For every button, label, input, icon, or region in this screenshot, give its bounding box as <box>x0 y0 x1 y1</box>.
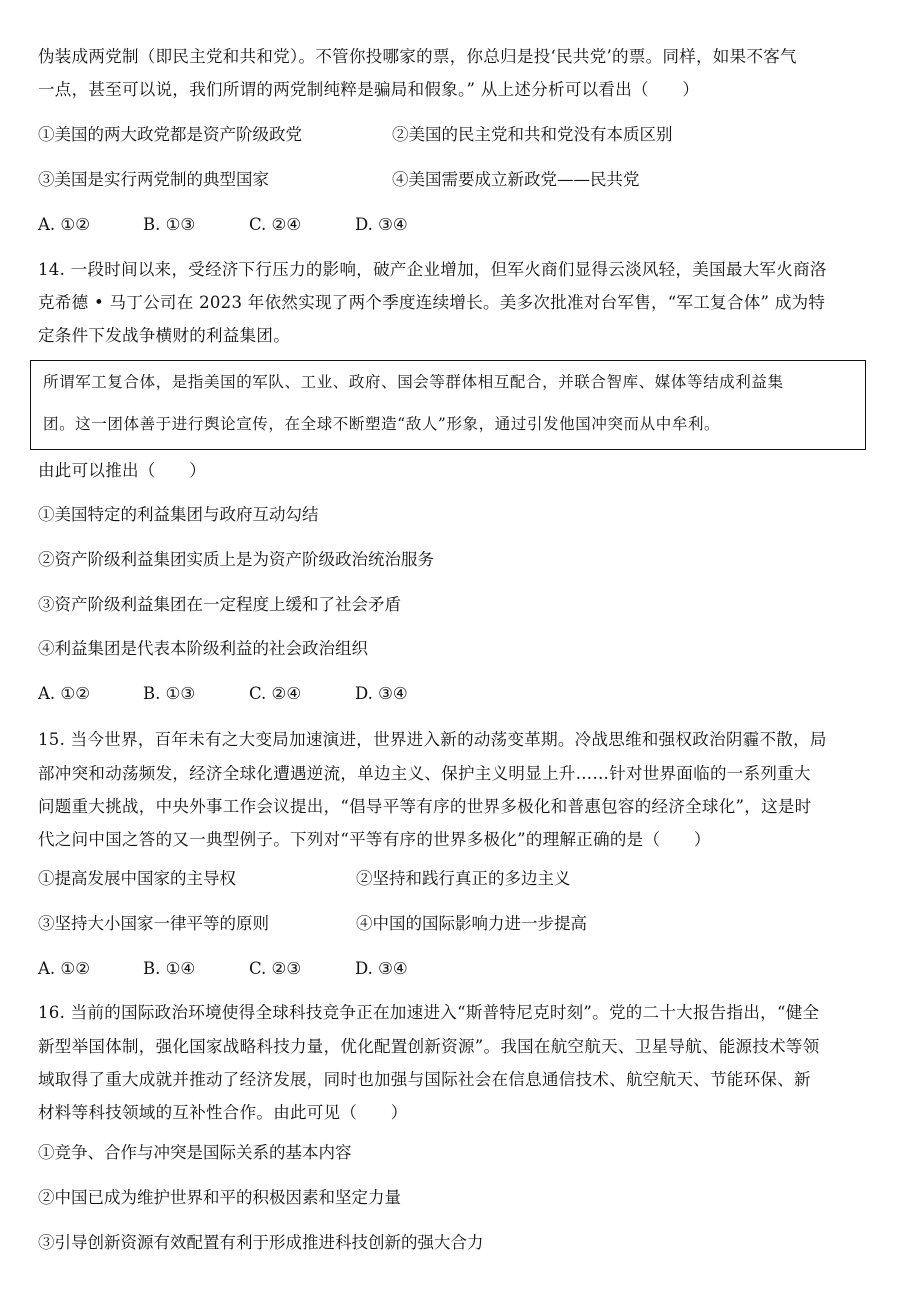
q15-line-1: 15. 当今世界，百年未有之大变局加速演进，世界进入新的动荡变革期。冷战思维和强权政治阴霾不散，局 <box>38 730 827 749</box>
q14-box-line-1: 所谓军工复合体，是指美国的军队、工业、政府、国会等群体相互配合，并联合智库、媒体等结成利益集 <box>43 373 784 391</box>
q15-option-1: ①提高发展中国家的主导权 <box>38 869 236 888</box>
q14-prompt: 由此可以推出（ ） <box>38 461 206 480</box>
q14-box-line-2: 团。这一团体善于进行舆论宣传，在全球不断塑造“敌人”形象，通过引发他国冲突而从中牟利。 <box>43 415 721 433</box>
q13-option-3: ③美国是实行两党制的典型国家 <box>38 170 269 189</box>
q14-choice-a: A. ①② <box>38 684 90 703</box>
q15-line-4: 代之问中国之答的又一典型例子。下列对“平等有序的世界多极化”的理解正确的是（ ） <box>38 830 711 849</box>
q14-line-2: 克希德 • 马丁公司在 2023 年依然实现了两个季度连续增长。美多次批准对台军售，“军工复合体” 成为特 <box>38 293 826 312</box>
q15-option-2: ②坚持和践行真正的多边主义 <box>356 869 571 888</box>
q14-line-3: 定条件下发战争横财的利益集团。 <box>38 326 290 345</box>
q14-option-1: ①美国特定的利益集团与政府互动勾结 <box>38 505 319 524</box>
q14-material-box <box>30 360 866 450</box>
q14-option-2: ②资产阶级利益集团实质上是为资产阶级政治统治服务 <box>38 550 434 569</box>
q13-choice-a: A. ①② <box>38 215 90 234</box>
q16-option-2: ②中国已成为维护世界和平的积极因素和坚定力量 <box>38 1188 401 1207</box>
q15-option-3: ③坚持大小国家一律平等的原则 <box>38 914 269 933</box>
q14-choice-d: D. ③④ <box>355 684 408 703</box>
q13-choice-b: B. ①③ <box>143 215 196 234</box>
q14-option-4: ④利益集团是代表本阶级利益的社会政治组织 <box>38 639 368 658</box>
q13-option-2: ②美国的民主党和共和党没有本质区别 <box>392 125 673 144</box>
q14-option-3: ③资产阶级利益集团在一定程度上缓和了社会矛盾 <box>38 595 401 614</box>
q15-choice-d: D. ③④ <box>355 959 408 978</box>
q16-line-1: 16. 当前的国际政治环境使得全球科技竞争正在加速进入“斯普特尼克时刻”。党的二十大报告指出，“健全 <box>38 1003 820 1022</box>
intro-line-2: 一点，甚至可以说，我们所谓的两党制纯粹是骗局和假象。” 从上述分析可以看出（ ） <box>38 80 700 99</box>
q14-choice-b: B. ①③ <box>143 684 196 703</box>
q15-choice-b: B. ①④ <box>143 959 196 978</box>
q13-option-1: ①美国的两大政党都是资产阶级政党 <box>38 125 302 144</box>
q15-choice-a: A. ①② <box>38 959 90 978</box>
q15-line-2: 部冲突和动荡频发，经济全球化遭遇逆流，单边主义、保护主义明显上升……针对世界面临的一系列重大 <box>38 764 811 783</box>
q16-line-3: 域取得了重大成就并推动了经济发展，同时也加强与国际社会在信息通信技术、航空航天、节能环保、新 <box>38 1070 811 1089</box>
q16-option-1: ①竞争、合作与冲突是国际关系的基本内容 <box>38 1143 352 1162</box>
q15-option-4: ④中国的国际影响力进一步提高 <box>356 914 587 933</box>
intro-line-1: 伪装成两党制（即民主党和共和党）。不管你投哪家的票，你总归是投‘民共党’的票。同样，如果不客气 <box>38 47 797 66</box>
q13-choice-c: C. ②④ <box>249 215 302 234</box>
q16-line-2: 新型举国体制，强化国家战略科技力量，优化配置创新资源”。我国在航空航天、卫星导航、能源技术等领 <box>38 1037 820 1056</box>
q13-option-4: ④美国需要成立新政党——民共党 <box>392 170 640 189</box>
q13-choice-d: D. ③④ <box>355 215 408 234</box>
q15-choice-c: C. ②③ <box>249 959 302 978</box>
q14-line-1: 14. 一段时间以来，受经济下行压力的影响，破产企业增加，但军火商们显得云淡风轻，美国最大军火商洛 <box>38 260 827 279</box>
q16-line-4: 材料等科技领域的互补性合作。由此可见（ ） <box>38 1103 408 1122</box>
q16-option-3: ③引导创新资源有效配置有利于形成推进科技创新的强大合力 <box>38 1233 484 1252</box>
q15-line-3: 问题重大挑战，中央外事工作会议提出，“倡导平等有序的世界多极化和普惠包容的经济全球化”，这是时 <box>38 797 812 816</box>
q14-choice-c: C. ②④ <box>249 684 302 703</box>
